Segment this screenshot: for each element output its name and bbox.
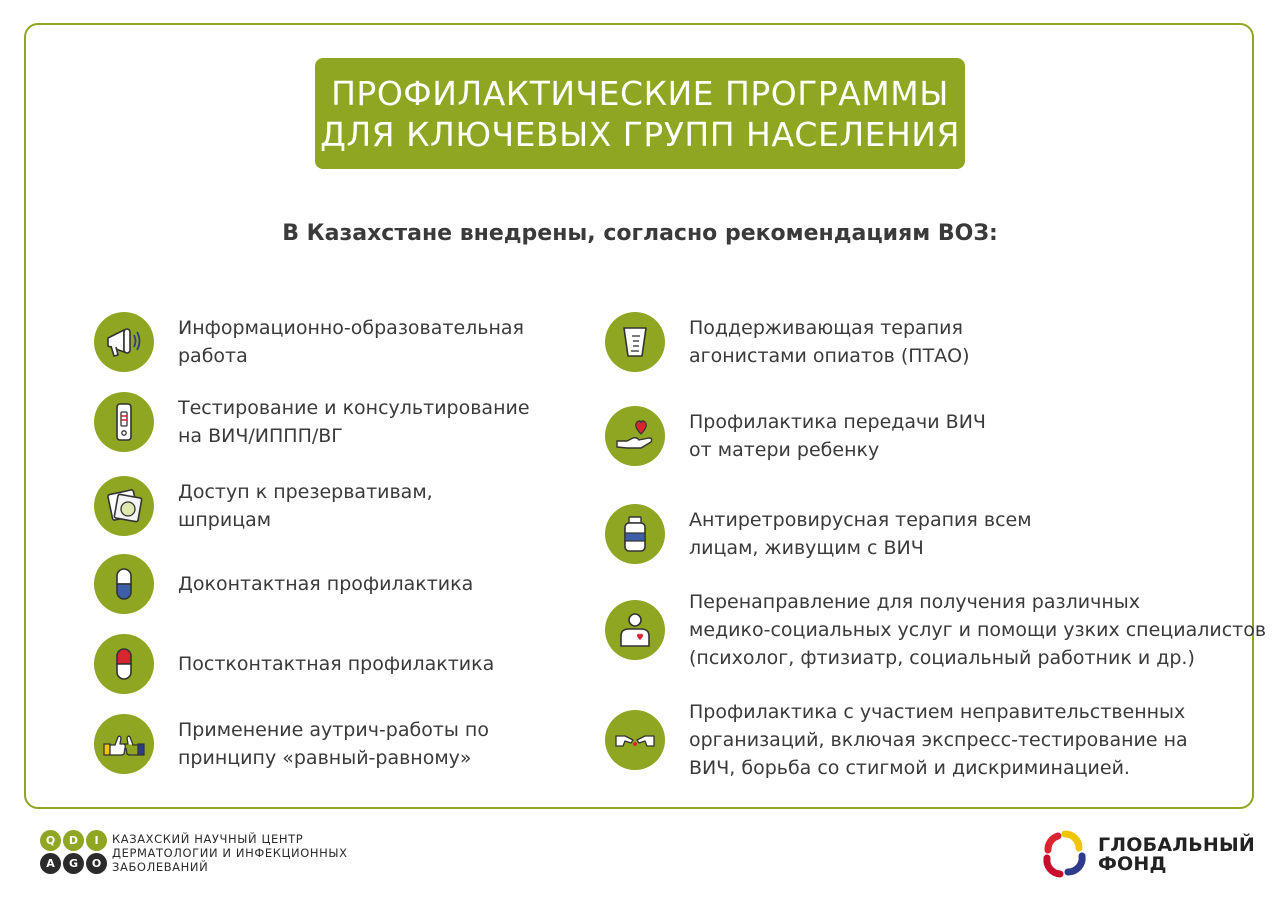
- item-text-line: (психолог, фтизиатр, социальный работник и др.): [689, 647, 1195, 669]
- item-text-line: Профилактика передачи ВИЧ: [689, 411, 986, 433]
- list-item: [605, 406, 986, 466]
- handshake-icon: [605, 710, 665, 770]
- org-name-line: ДЕРМАТОЛОГИИ И ИНФЕКЦИОННЫХ: [112, 846, 348, 860]
- title-line-1: ПРОФИЛАКТИЧЕСКИЕ ПРОГРАММЫ: [331, 73, 949, 113]
- item-text-line: работа: [178, 345, 248, 367]
- list-item: [94, 714, 489, 774]
- medicine-bottle-icon: [605, 504, 665, 564]
- item-text-line: агонистами опиатов (ПТАО): [689, 345, 970, 367]
- item-text-line: Антиретровирусная терапия всем: [689, 509, 1032, 531]
- partner-line: ФОНД: [1098, 853, 1167, 875]
- list-item: [94, 634, 494, 694]
- item-text-line: на ВИЧ/ИППП/ВГ: [178, 425, 343, 447]
- title-banner: [315, 58, 965, 169]
- item-text-line: Применение аутрич-работы по: [178, 719, 489, 741]
- qdiago-logo-block: [40, 830, 348, 876]
- logo-letter: I: [86, 830, 107, 851]
- item-text-line: медико-социальных услуг и помощи узких специалистов: [689, 619, 1267, 641]
- qdiago-logo: [40, 830, 104, 876]
- pill-blue-icon: [94, 554, 154, 614]
- item-text-line: Доступ к презервативам,: [178, 481, 433, 503]
- thumbs-up-icon: [94, 714, 154, 774]
- list-item: [94, 392, 530, 452]
- item-text-line: организаций, включая экспресс-тестирование на: [689, 729, 1188, 751]
- global-fund-logo-icon: [1038, 828, 1092, 882]
- list-item: [605, 588, 1266, 672]
- title-line-2: ДЛЯ КЛЮЧЕВЫХ ГРУПП НАСЕЛЕНИЯ: [320, 114, 960, 154]
- list-item: [605, 312, 970, 372]
- test-strip-icon: [94, 392, 154, 452]
- list-item: [94, 476, 433, 536]
- item-text-line: шприцам: [178, 509, 272, 531]
- subtitle: В Казахстане внедрены, согласно рекомендациям ВОЗ:: [282, 221, 998, 246]
- pill-red-icon: [94, 634, 154, 694]
- list-item: [94, 554, 473, 614]
- org-name-line: ЗАБОЛЕВАНИЙ: [112, 860, 209, 874]
- condom-icon: [94, 476, 154, 536]
- item-text-line: Постконтактная профилактика: [178, 653, 495, 675]
- global-fund-logo-block: [1038, 828, 1255, 882]
- item-text-line: Информационно-образовательная: [178, 317, 524, 339]
- org-name: [112, 832, 348, 874]
- item-text-line: Доконтактная профилактика: [178, 573, 474, 595]
- logo-letter: D: [63, 830, 84, 851]
- item-text-line: Профилактика с участием неправительственных: [689, 701, 1186, 723]
- measuring-cup-icon: [605, 312, 665, 372]
- logo-letter: A: [40, 853, 61, 874]
- megaphone-icon: [94, 312, 154, 372]
- item-text-line: принципу «равный-равному»: [178, 747, 472, 769]
- item-text-line: Поддерживающая терапия: [689, 317, 963, 339]
- item-text-line: Перенаправление для получения различных: [689, 591, 1140, 613]
- logo-letter: G: [63, 853, 84, 874]
- heart-in-hand-icon: [605, 406, 665, 466]
- item-text-line: лицам, живущим с ВИЧ: [689, 537, 924, 559]
- item-text-line: от матери ребенку: [689, 439, 880, 461]
- list-item: [605, 698, 1188, 782]
- person-heart-icon: [605, 600, 665, 660]
- global-fund-name: [1098, 836, 1255, 874]
- item-text-line: ВИЧ, борьба со стигмой и дискриминацией.: [689, 757, 1130, 779]
- partner-line: ГЛОБАЛЬНЫЙ: [1098, 834, 1255, 856]
- list-item: [94, 312, 524, 372]
- org-name-line: КАЗАХСКИЙ НАУЧНЫЙ ЦЕНТР: [112, 832, 304, 846]
- logo-letter: Q: [40, 830, 61, 851]
- logo-letter: O: [86, 853, 107, 874]
- list-item: [605, 504, 1032, 564]
- item-text-line: Тестирование и консультирование: [178, 397, 530, 419]
